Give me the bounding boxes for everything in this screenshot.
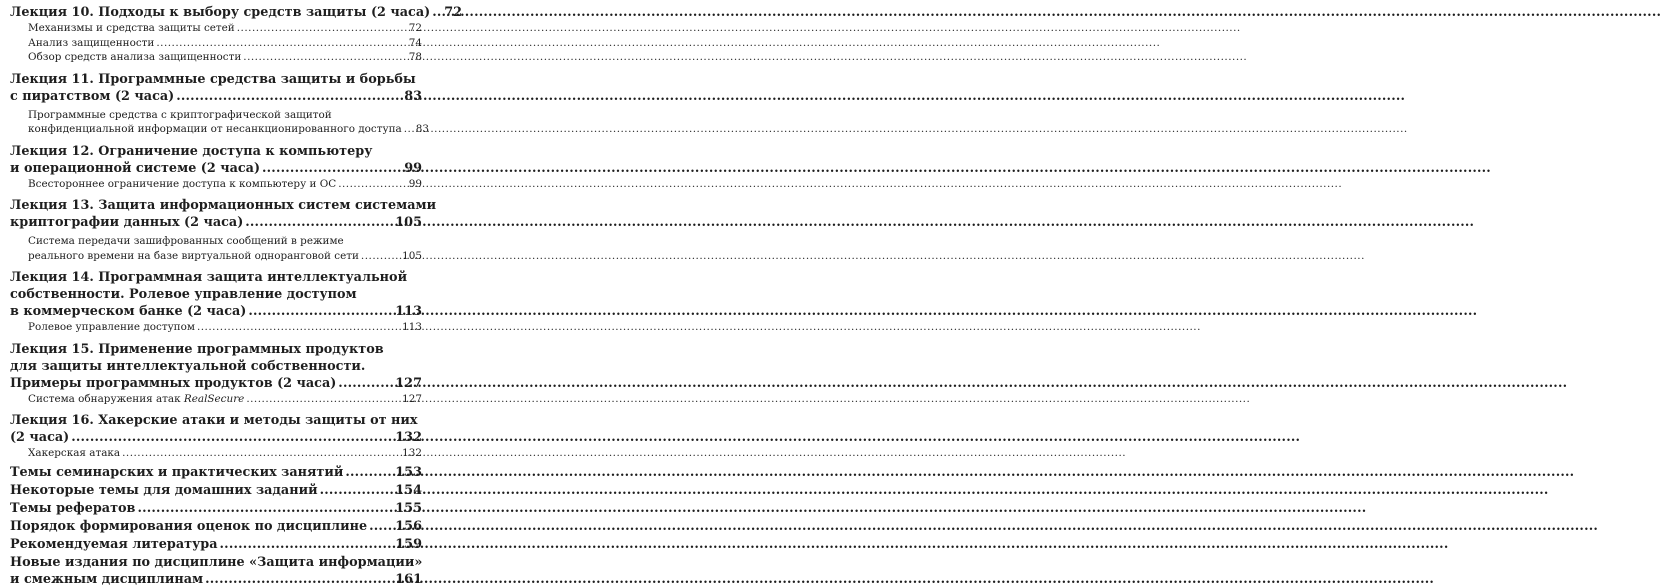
toc-entry-title-line: в коммерческом банке (2 часа) xyxy=(10,304,247,319)
toc-entry-lecture-16[interactable] xyxy=(10,412,422,446)
toc-page-number: 127 xyxy=(395,375,422,391)
dot-leader xyxy=(137,500,393,517)
toc-page-number: 154 xyxy=(395,482,422,498)
toc-page-number: 78 xyxy=(408,51,422,63)
toc-subentry[interactable] xyxy=(10,234,422,263)
dot-leader xyxy=(262,160,402,177)
toc-subentry-title-line: Система передачи зашифрованных сообщений в режиме xyxy=(28,235,344,247)
toc-page-number: 159 xyxy=(395,536,422,552)
toc-page-number: 127 xyxy=(402,392,422,405)
dot-leader xyxy=(197,320,400,335)
toc-entry-title: Рекомендуемая литература xyxy=(10,536,218,552)
toc-entry-seminar-topics[interactable] xyxy=(10,464,422,481)
toc-entry-lecture-13[interactable] xyxy=(10,197,437,231)
dot-leader xyxy=(156,36,406,51)
toc-entry-title: Порядок формирования оценок по дисциплине xyxy=(10,518,368,534)
toc-subentry-title xyxy=(28,392,244,407)
toc-subentry[interactable] xyxy=(10,177,422,192)
toc-subentry-title: Анализ защищенности xyxy=(28,36,155,49)
toc-entry-essay-topics[interactable] xyxy=(10,500,422,517)
toc-entry-title-line: Лекция 14. Программная защита интеллектуальной xyxy=(10,270,408,285)
toc-subentry-title-line: реального времени на базе виртуальной одноранговой сети xyxy=(28,249,359,262)
toc-entry-title-line: (2 часа) xyxy=(10,430,70,445)
toc-entry-title-line: Лекция 12. Ограничение доступа к компьютеру xyxy=(10,143,373,159)
toc-page-number: 113 xyxy=(402,321,422,333)
toc-entry-homework-topics[interactable] xyxy=(10,482,422,499)
toc-entry-title: Лекция 10. Подходы к выбору средств защиты (2 часа) xyxy=(10,5,431,20)
toc-entry-title: Темы рефератов xyxy=(10,500,136,516)
toc-subentry-title: Механизмы и средства защиты сетей xyxy=(28,22,235,34)
toc-subentry[interactable] xyxy=(10,392,422,407)
toc-subentry-title-line: Программные средства с криптографической защитой xyxy=(28,108,332,121)
toc-entry-new-editions[interactable] xyxy=(10,554,422,588)
toc-entry-title-line: Новые издания по дисциплине «Защита информации» xyxy=(10,554,423,570)
toc-subentry-title: Всестороннее ограничение доступа к компьютеру и ОС xyxy=(28,177,337,190)
toc-subentry[interactable] xyxy=(10,446,422,461)
dot-leader xyxy=(432,4,442,21)
toc-entry-title-line: Примеры программных продуктов (2 часа) xyxy=(10,375,337,391)
toc-entry-title-line: Лекция 11. Программные средства защиты и борьбы xyxy=(10,71,416,87)
toc-entry-title-line: для защиты интеллектуальной собственности. xyxy=(10,358,366,374)
toc-subentry-title-line: конфиденциальной информации от несанкционированного доступа xyxy=(28,123,402,135)
toc-subentry[interactable] xyxy=(10,108,429,137)
toc-entry-title-line: Лекция 15. Применение программных продуктов xyxy=(10,341,384,357)
toc-entry-title-line: Лекция 13. Защита информационных систем системами xyxy=(10,198,437,213)
toc-entry-grading[interactable] xyxy=(10,518,422,535)
toc-subentry-title: Хакерская атака xyxy=(28,447,121,459)
toc-entry-lecture-11[interactable] xyxy=(10,71,422,105)
toc-page-number: 155 xyxy=(395,500,422,516)
toc-page-number: 153 xyxy=(395,464,422,480)
dot-leader xyxy=(246,392,400,407)
toc-entry-lecture-10[interactable] xyxy=(10,4,462,21)
toc-page-number: 83 xyxy=(404,88,422,104)
dot-leader xyxy=(176,88,402,105)
toc-page-number: 113 xyxy=(395,304,422,319)
toc-subentry[interactable] xyxy=(10,36,422,51)
dot-leader xyxy=(404,122,414,137)
table-of-contents xyxy=(0,0,462,587)
toc-subentry-title: Ролевое управление доступом xyxy=(28,321,195,333)
toc-page-number: 83 xyxy=(415,123,429,135)
toc-subentry-title-italic: RealSecure xyxy=(183,392,245,405)
dot-leader xyxy=(245,214,393,231)
toc-entry-title-line: и операционной системе (2 часа) xyxy=(10,160,260,176)
dot-leader xyxy=(338,177,407,192)
toc-entry-title: Некоторые темы для домашних заданий xyxy=(10,482,318,498)
toc-subentry[interactable] xyxy=(10,320,422,335)
toc-page-number: 156 xyxy=(395,518,422,534)
toc-page-number: 132 xyxy=(395,430,422,445)
toc-subentry[interactable] xyxy=(10,50,422,65)
dot-leader xyxy=(237,21,407,36)
toc-entry-title-line: с пиратством (2 часа) xyxy=(10,88,175,104)
toc-page-number: 74 xyxy=(408,36,422,49)
dot-leader xyxy=(248,303,393,320)
toc-entry-lecture-14[interactable] xyxy=(10,269,422,320)
toc-entry-lecture-12[interactable] xyxy=(10,143,422,177)
toc-page-number: 99 xyxy=(408,177,422,190)
toc-page-number: 132 xyxy=(402,447,422,459)
toc-entry-title-line: и смежным дисциплинам xyxy=(10,571,204,587)
dot-leader xyxy=(320,482,394,499)
dot-leader xyxy=(338,375,393,392)
toc-entry-literature[interactable] xyxy=(10,536,422,553)
toc-page-number: 105 xyxy=(395,215,422,230)
dot-leader xyxy=(243,50,407,65)
toc-page-number: 161 xyxy=(395,571,422,587)
toc-page-number: 72 xyxy=(444,5,462,20)
toc-page-number: 105 xyxy=(402,249,422,262)
dot-leader xyxy=(345,464,393,481)
toc-entry-title: Темы семинарских и практических занятий xyxy=(10,464,344,480)
dot-leader xyxy=(71,429,393,446)
toc-page-number: 72 xyxy=(408,22,422,34)
toc-page-number: 99 xyxy=(404,160,422,176)
toc-subentry-title: Обзор средств анализа защищенности xyxy=(28,51,242,63)
toc-entry-title-line: собственности. Ролевое управление доступом xyxy=(10,287,357,302)
toc-subentry-title-prefix: Система обнаружения атак xyxy=(28,392,184,405)
toc-entry-title-line: Лекция 16. Хакерские атаки и методы защиты от них xyxy=(10,413,418,428)
toc-entry-title-line: криптографии данных (2 часа) xyxy=(10,215,244,230)
toc-entry-lecture-15[interactable] xyxy=(10,341,422,392)
toc-subentry[interactable] xyxy=(10,21,422,36)
dot-leader xyxy=(361,249,400,264)
dot-leader xyxy=(205,571,393,588)
dot-leader xyxy=(122,446,400,461)
dot-leader xyxy=(369,518,393,535)
dot-leader xyxy=(220,536,394,553)
